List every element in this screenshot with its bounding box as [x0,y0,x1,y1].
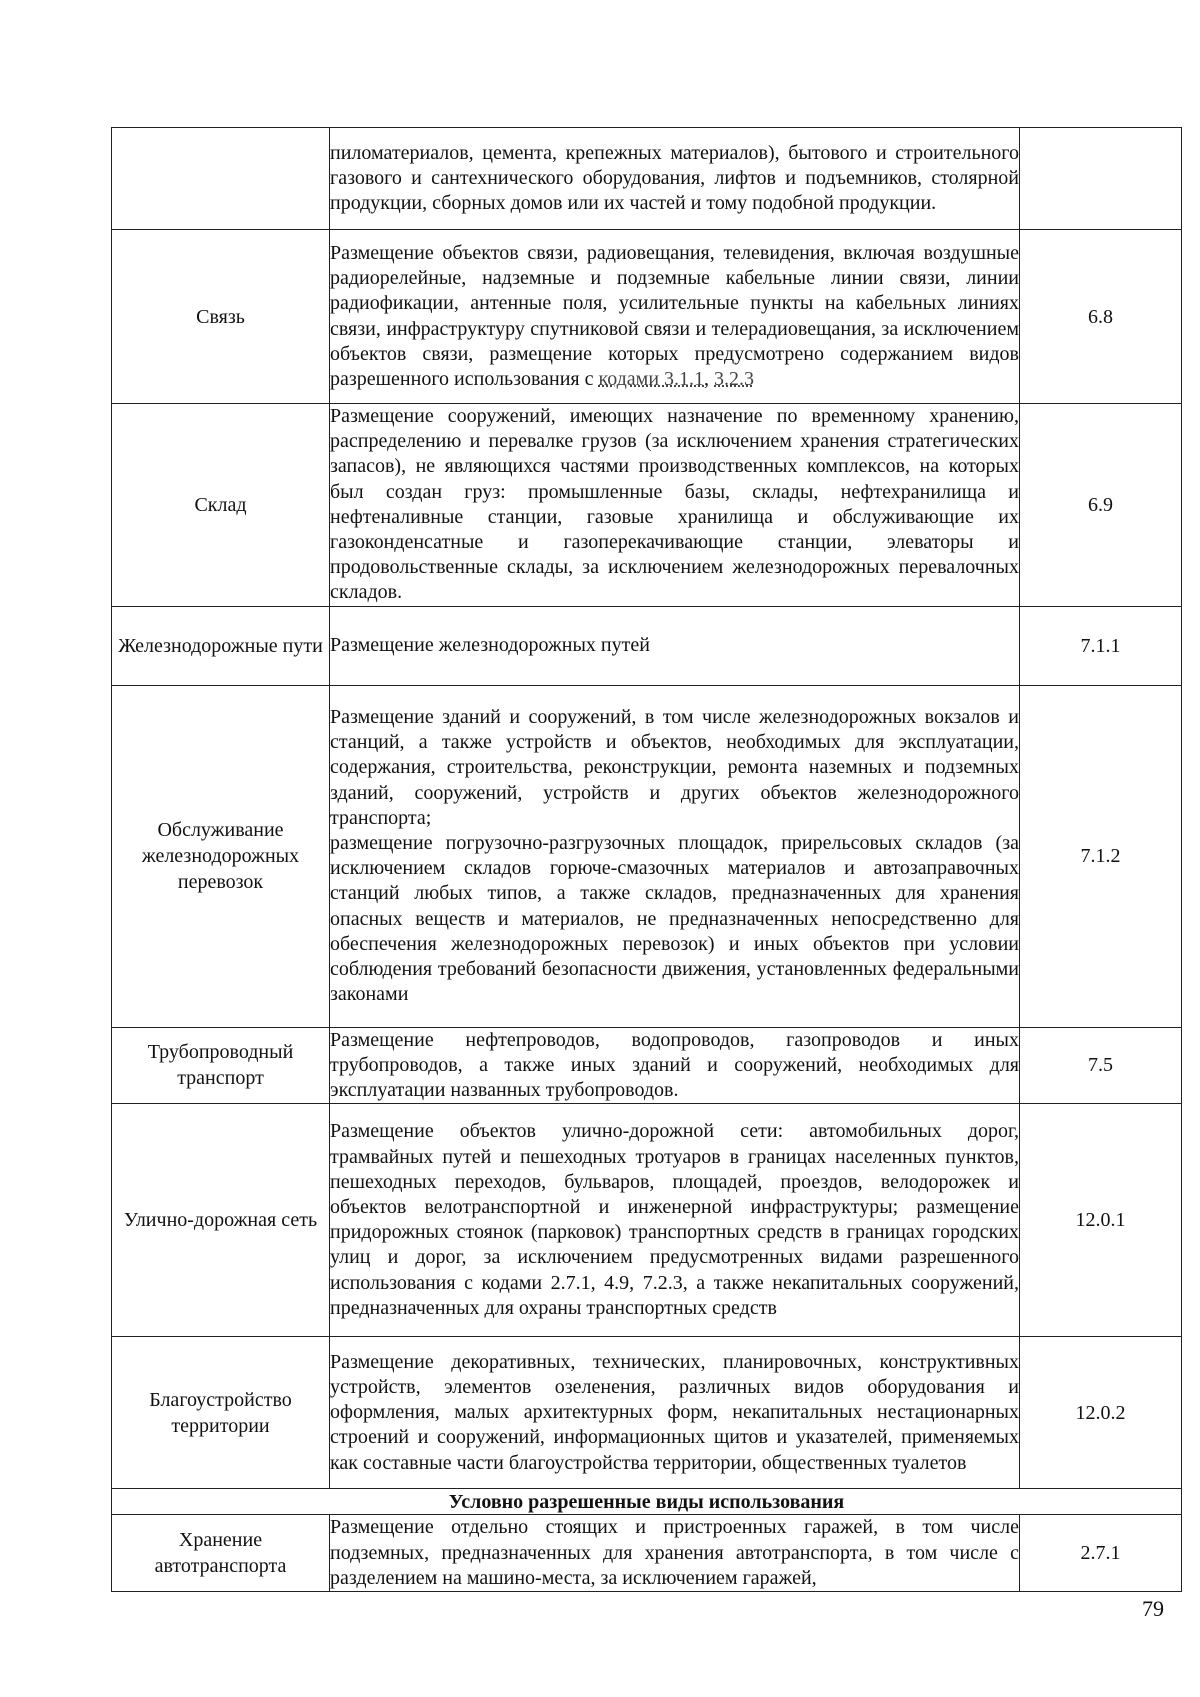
use-name-cell: Связь [112,230,330,404]
table-row [112,404,1182,607]
use-code-cell: 12.0.1 [1020,1104,1182,1337]
use-code-cell [1020,128,1182,230]
use-name-cell: Обслуживание железнодорожных перевозок [112,685,330,1027]
table-row [112,1515,1182,1592]
separator-text: , [704,367,715,390]
use-description-cell: Размещение отдельно стоящих и пристроенных гаражей, в том числе подземных, предназначенных для хранения автотранспорта, в том числе с разделением на машино-места, за исключением гаражей, [330,1515,1020,1592]
use-description-cell [330,685,1020,1027]
description-paragraph: Размещение зданий и сооружений, в том числе железнодорожных вокзалов и станций, а также устройств и объектов, необходимых для эксплуатации, содержания, строительства, реконструкции, ремонта наземных и подземных зданий, сооружений, устройств и других объектов железнодорожного транспорта; [330,705,1019,829]
use-name-cell: Железнодорожные пути [112,606,330,685]
use-name-cell: Хранение автотранспорта [112,1515,330,1592]
use-description-cell: Размещение железнодорожных путей [330,606,1020,685]
use-description-cell: пиломатериалов, цемента, крепежных материалов), бытового и строительного газового и сантехнического оборудования, лифтов и подъемников, столярной продукции, сборных домов или их частей и тому подобной продукции. [330,128,1020,230]
table-row [112,230,1182,404]
use-code-cell: 2.7.1 [1020,1515,1182,1592]
section-title: Условно разрешенные виды использования [112,1489,1182,1515]
land-use-table [111,127,1182,1592]
use-name-cell: Улично-дорожная сеть [112,1104,330,1337]
table-row [112,606,1182,685]
use-code-cell: 12.0.2 [1020,1337,1182,1489]
table-row [112,1337,1182,1489]
use-description-cell: Размещение сооружений, имеющих назначение по временному хранению, распределению и перевалке грузов (за исключением хранения стратегических запасов), не являющихся частями производственных комплексов, на которых был создан груз: промышленные базы, склады, нефтехранилища и нефтеналивные станции, газовые хранилища и обслуживающие их газоконденсатные и газоперекачивающие станции, элеваторы и продовольственные склады, за исключением железнодорожных перевалочных складов. [330,404,1020,607]
use-code-cell: 7.5 [1020,1027,1182,1104]
use-description-cell [330,230,1020,404]
table-row [112,685,1182,1027]
description-paragraph: размещение погрузочно-разгрузочных площадок, прирельсовых складов (за исключением складов горюче-смазочных материалов и автозаправочных станций любых типов, а также складов, предназначенных для хранения опасных веществ и материалов, не предназначенных непосредственно для обеспечения железнодорожных перевозок) и иных объектов при условии соблюдения требований безопасности движения, установленных федеральными законами [330,831,1019,1006]
use-description-cell: Размещение декоративных, технических, планировочных, конструктивных устройств, элементов озеленения, различных видов оборудования и оформления, малых архитектурных форм, некапитальных нестационарных строений и сооружений, информационных щитов и указателей, применяемых как составные части благоустройства территории, общественных туалетов [330,1337,1020,1489]
use-name-cell: Трубопроводный транспорт [112,1027,330,1104]
section-header-row [112,1489,1182,1515]
code-reference-link[interactable]: кодами 3.1.1 [598,367,705,390]
table-row [112,128,1182,230]
use-name-cell: Склад [112,404,330,607]
code-reference-link[interactable]: 3.2.3 [714,367,755,390]
use-code-cell: 7.1.1 [1020,606,1182,685]
use-description-cell: Размещение нефтепроводов, водопроводов, газопроводов и иных трубопроводов, а также иных зданий и сооружений, необходимых для эксплуатации названных трубопроводов. [330,1027,1020,1104]
description-text: Размещение объектов связи, радиовещания, телевидения, включая воздушные радиорелейные, надземные и подземные кабельные линии связи, линии радиофикации, антенные поля, усилительные пункты на кабельных линиях связи, инфраструктуру спутниковой связи и телерадиовещания, за исключением объектов связи, размещение которых предусмотрено содержанием видов разрешенного использования с [330,241,1019,390]
use-name-cell: Благоустройство территории [112,1337,330,1489]
use-name-cell [112,128,330,230]
use-code-cell: 6.9 [1020,404,1182,607]
use-description-cell: Размещение объектов улично-дорожной сети: автомобильных дорог, трамвайных путей и пешеходных тротуаров в границах населенных пунктов, пешеходных переходов, бульваров, площадей, проездов, велодорожек и объектов велотранспортной и инженерной инфраструктуры; размещение придорожных стоянок (парковок) транспортных средств в границах городских улиц и дорог, за исключением предусмотренных видами разрешенного использования с кодами 2.7.1, 4.9, 7.2.3, а также некапитальных сооружений, предназначенных для охраны транспортных средств [330,1104,1020,1337]
use-code-cell: 6.8 [1020,230,1182,404]
use-code-cell: 7.1.2 [1020,685,1182,1027]
page-number: 79 [1142,1596,1164,1621]
table-row [112,1104,1182,1337]
table-row [112,1027,1182,1104]
